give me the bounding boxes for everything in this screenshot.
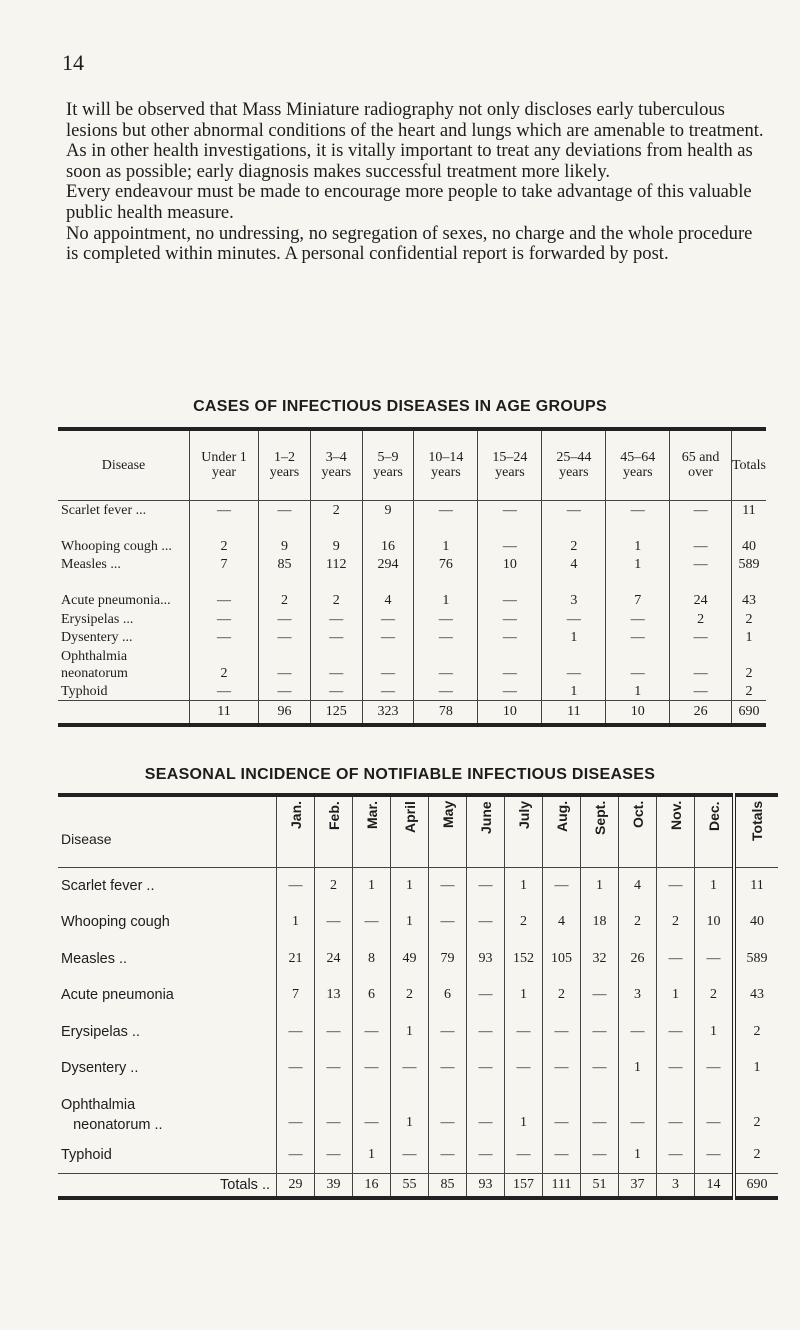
value-cell: — (310, 628, 362, 646)
value-cell: 1 (277, 904, 315, 941)
disease-cell: Typhoid (61, 684, 108, 700)
age-group-header: 1–2 years (259, 429, 311, 500)
disease-line: Ophthalmia (61, 1096, 136, 1113)
total-value-cell: 323 (362, 701, 414, 726)
total-value-cell: 3 (657, 1174, 695, 1199)
value-cell: — (657, 1014, 695, 1051)
value-cell: — (429, 1087, 467, 1137)
value-cell: — (606, 646, 670, 682)
value-cell: 13 (315, 977, 353, 1014)
age-table-body (58, 500, 766, 725)
value-cell: 2 (190, 519, 259, 555)
total-value-cell: 690 (731, 701, 766, 726)
disease-cell: Acute pneumonia (61, 987, 174, 1004)
table-row (58, 555, 766, 573)
value-cell: — (429, 904, 467, 941)
value-cell: — (467, 1014, 505, 1051)
value-cell: — (353, 1050, 391, 1087)
value-cell: — (310, 682, 362, 701)
value-cell: 79 (429, 941, 467, 978)
value-cell: 2 (695, 977, 735, 1014)
value-cell: 1 (391, 904, 429, 941)
month-label: Nov. (667, 800, 684, 831)
value-cell: — (467, 1137, 505, 1174)
value-cell: — (695, 1087, 735, 1137)
value-cell: — (581, 1014, 619, 1051)
disease-cell: Acute pneumonia... (61, 593, 171, 609)
disease-cell: Measles ... (61, 557, 121, 573)
value-cell: 8 (353, 941, 391, 978)
value-cell: — (657, 941, 695, 978)
value-cell: — (190, 609, 259, 627)
value-cell: — (478, 682, 542, 701)
total-value-cell: 93 (467, 1174, 505, 1199)
value-cell: 2 (310, 573, 362, 609)
value-cell: 18 (581, 904, 619, 941)
value-cell: — (670, 500, 732, 519)
value-cell: 1 (619, 1137, 657, 1174)
value-cell: — (657, 1050, 695, 1087)
month-label: Oct. (629, 800, 646, 828)
totals-label: Totals (749, 800, 765, 841)
value-cell: 1 (414, 573, 478, 609)
value-cell: — (478, 646, 542, 682)
month-label: June (477, 800, 494, 834)
value-cell: 16 (362, 519, 414, 555)
month-label: Feb. (325, 800, 342, 830)
page-number: 14 (62, 50, 84, 75)
value-cell: — (581, 977, 619, 1014)
value-cell: — (259, 628, 311, 646)
value-cell: — (190, 500, 259, 519)
value-cell: 10 (478, 555, 542, 573)
month-header (429, 795, 467, 867)
total-cell: 2 (731, 609, 766, 627)
value-cell: 1 (606, 519, 670, 555)
total-cell: 589 (734, 941, 778, 978)
total-value-cell: 14 (695, 1174, 735, 1199)
value-cell: 10 (695, 904, 735, 941)
value-cell: 1 (619, 1050, 657, 1087)
value-cell: — (429, 1050, 467, 1087)
value-cell: — (277, 1050, 315, 1087)
month-label: April (401, 800, 418, 833)
table-row (58, 1137, 778, 1174)
disease-cell: Scarlet fever .. (61, 877, 155, 894)
total-cell: 1 (734, 1050, 778, 1087)
value-cell: 4 (543, 904, 581, 941)
age-group-header: 25–44 years (542, 429, 606, 500)
value-cell: — (478, 573, 542, 609)
season-table-title: SEASONAL INCIDENCE OF NOTIFIABLE INFECTIOUS DISEASES (144, 766, 656, 783)
value-cell: 2 (619, 904, 657, 941)
disease-cell: Dysentery ... (61, 630, 133, 646)
value-cell: — (190, 682, 259, 701)
value-cell: — (190, 573, 259, 609)
value-cell: — (670, 555, 732, 573)
value-cell: 294 (362, 555, 414, 573)
table-row (58, 519, 766, 555)
value-cell: 32 (581, 941, 619, 978)
table-row (58, 628, 766, 646)
value-cell: — (467, 977, 505, 1014)
value-cell: — (277, 1137, 315, 1174)
table-row (58, 646, 766, 682)
age-group-header: 65 and over (670, 429, 732, 500)
value-cell: 1 (414, 519, 478, 555)
table-row (58, 941, 778, 978)
intro-paragraph: No appointment, no undressing, no segregation of sexes, no charge and the whole procedure is completed within minutes. A personal confidential report is forwarded by post. (66, 222, 753, 265)
value-cell: — (657, 1087, 695, 1137)
seasonal-table (58, 793, 778, 1200)
value-cell: 3 (542, 573, 606, 609)
value-cell: — (606, 609, 670, 627)
value-cell: 24 (670, 573, 732, 609)
value-cell: 2 (190, 646, 259, 682)
value-cell: 1 (542, 682, 606, 701)
table-row (58, 1087, 778, 1137)
month-header (353, 795, 391, 867)
table-row (58, 867, 778, 904)
disease-cell: Whooping cough ... (61, 538, 172, 554)
total-cell: 1 (731, 628, 766, 646)
value-cell: — (414, 628, 478, 646)
value-cell: 85 (259, 555, 311, 573)
value-cell: 3 (619, 977, 657, 1014)
totals-row (58, 701, 766, 726)
value-cell: 1 (391, 1087, 429, 1137)
month-header (581, 795, 619, 867)
season-table-body (58, 867, 778, 1198)
value-cell: — (414, 609, 478, 627)
totals-label-cell: Totals .. (58, 1174, 277, 1199)
total-value-cell: 157 (505, 1174, 543, 1199)
total-value-cell: 11 (190, 701, 259, 726)
value-cell: — (542, 609, 606, 627)
age-group-header: 15–24 years (478, 429, 542, 500)
value-cell: — (277, 867, 315, 904)
age-group-header: Totals (731, 429, 766, 500)
total-value-cell: 125 (310, 701, 362, 726)
value-cell: 93 (467, 941, 505, 978)
value-cell: 4 (542, 555, 606, 573)
month-header (391, 795, 429, 867)
value-cell: — (259, 609, 311, 627)
value-cell: — (310, 609, 362, 627)
value-cell: — (353, 904, 391, 941)
totals-row (58, 1174, 778, 1199)
month-header (505, 795, 543, 867)
total-value-cell: 29 (277, 1174, 315, 1199)
month-header (467, 795, 505, 867)
value-cell: — (695, 941, 735, 978)
total-value-cell: 85 (429, 1174, 467, 1199)
disease-header: Disease (58, 429, 190, 500)
total-value-cell: 10 (478, 701, 542, 726)
value-cell: 6 (353, 977, 391, 1014)
totals-label-cell (58, 701, 190, 726)
value-cell: 2 (315, 867, 353, 904)
total-value-cell: 111 (543, 1174, 581, 1199)
disease-cell: Measles .. (61, 950, 128, 967)
value-cell: — (277, 1087, 315, 1137)
disease-cell: Erysipelas ... (61, 611, 134, 627)
value-cell: — (467, 867, 505, 904)
table-row (58, 1014, 778, 1051)
value-cell: — (259, 646, 311, 682)
value-cell: — (259, 682, 311, 701)
value-cell: — (429, 867, 467, 904)
month-label: Dec. (705, 800, 722, 831)
value-cell: — (581, 1137, 619, 1174)
value-cell: 4 (619, 867, 657, 904)
total-cell: 2 (734, 1014, 778, 1051)
value-cell: — (467, 904, 505, 941)
total-cell: 2 (734, 1087, 778, 1137)
disease-cell (58, 1087, 277, 1137)
table-row (58, 500, 766, 519)
value-cell: — (414, 500, 478, 519)
value-cell: 1 (505, 1087, 543, 1137)
value-cell: 1 (542, 628, 606, 646)
month-header (619, 795, 657, 867)
value-cell: — (190, 628, 259, 646)
table-row (58, 977, 778, 1014)
total-value-cell: 10 (606, 701, 670, 726)
age-group-header: 3–4 years (310, 429, 362, 500)
value-cell: — (542, 500, 606, 519)
value-cell: — (315, 904, 353, 941)
value-cell: — (695, 1050, 735, 1087)
value-cell: — (606, 628, 670, 646)
total-cell: 43 (731, 573, 766, 609)
total-value-cell: 26 (670, 701, 732, 726)
value-cell: — (505, 1137, 543, 1174)
value-cell: 1 (391, 1014, 429, 1051)
disease-cell: Typhoid (61, 1146, 112, 1163)
month-header (543, 795, 581, 867)
value-cell: — (657, 867, 695, 904)
value-cell: — (478, 500, 542, 519)
value-cell: — (391, 1137, 429, 1174)
disease-cell: Dysentery .. (61, 1060, 139, 1077)
age-group-header: 10–14 years (414, 429, 478, 500)
value-cell: 2 (505, 904, 543, 941)
value-cell: 1 (695, 867, 735, 904)
total-value-cell: 11 (542, 701, 606, 726)
month-header (695, 795, 735, 867)
value-cell: 76 (414, 555, 478, 573)
disease-line: neonatorum .. (61, 1116, 163, 1133)
value-cell: — (543, 1137, 581, 1174)
value-cell: — (543, 867, 581, 904)
total-value-cell: 51 (581, 1174, 619, 1199)
value-cell: — (429, 1137, 467, 1174)
month-label: May (439, 800, 456, 828)
value-cell: — (478, 609, 542, 627)
value-cell: — (414, 646, 478, 682)
value-cell: — (542, 646, 606, 682)
value-cell: — (606, 500, 670, 519)
value-cell: — (391, 1050, 429, 1087)
value-cell: — (619, 1014, 657, 1051)
total-cell: 11 (734, 867, 778, 904)
intro-text (66, 100, 766, 265)
value-cell: 49 (391, 941, 429, 978)
value-cell: — (695, 1137, 735, 1174)
value-cell: — (414, 682, 478, 701)
age-table-header-row (58, 429, 766, 500)
value-cell: — (619, 1087, 657, 1137)
value-cell: — (259, 500, 311, 519)
total-cell: 2 (734, 1137, 778, 1174)
value-cell: — (543, 1050, 581, 1087)
intro-paragraph: Every endeavour must be made to encourage more people to take advantage of this valuable public health measure. (66, 181, 752, 223)
total-value-cell: 78 (414, 701, 478, 726)
month-label: Jan. (287, 800, 304, 829)
value-cell: 9 (259, 519, 311, 555)
value-cell: — (362, 646, 414, 682)
value-cell: 6 (429, 977, 467, 1014)
value-cell: — (315, 1137, 353, 1174)
value-cell: 1 (657, 977, 695, 1014)
value-cell: — (315, 1014, 353, 1051)
value-cell: — (478, 628, 542, 646)
value-cell: 2 (259, 573, 311, 609)
value-cell: 4 (362, 573, 414, 609)
value-cell: — (277, 1014, 315, 1051)
table-row (58, 573, 766, 609)
intro-paragraph: As in other health investigations, it is vitally important to treat any deviations from health as soon as possible; early diagnosis makes successful treatment more likely. (66, 140, 753, 182)
value-cell: 7 (606, 573, 670, 609)
age-table-title: CASES OF INFECTIOUS DISEASES IN AGE GROUPS (193, 398, 607, 415)
value-cell: 1 (606, 555, 670, 573)
value-cell: — (670, 519, 732, 555)
value-cell: — (505, 1050, 543, 1087)
value-cell: — (543, 1087, 581, 1137)
total-value-cell: 39 (315, 1174, 353, 1199)
value-cell: 7 (190, 555, 259, 573)
month-header (315, 795, 353, 867)
age-groups-table (58, 427, 766, 727)
month-header (277, 795, 315, 867)
total-cell: 11 (731, 500, 766, 519)
value-cell: 1 (606, 682, 670, 701)
total-cell: 2 (731, 682, 766, 701)
total-cell: 43 (734, 977, 778, 1014)
total-value-cell: 55 (391, 1174, 429, 1199)
value-cell: — (353, 1087, 391, 1137)
value-cell: — (315, 1087, 353, 1137)
table-row (58, 682, 766, 701)
total-value-cell: 37 (619, 1174, 657, 1199)
value-cell: — (467, 1050, 505, 1087)
value-cell: — (670, 682, 732, 701)
value-cell: — (581, 1050, 619, 1087)
total-cell: 589 (731, 555, 766, 573)
totals-header (734, 795, 778, 867)
value-cell: — (353, 1014, 391, 1051)
value-cell: 2 (391, 977, 429, 1014)
value-cell: 1 (353, 1137, 391, 1174)
month-label: Mar. (363, 800, 380, 829)
total-cell: 2 (731, 646, 766, 682)
value-cell: — (670, 646, 732, 682)
value-cell: 26 (619, 941, 657, 978)
month-header (657, 795, 695, 867)
value-cell: 2 (310, 500, 362, 519)
month-label: Aug. (553, 800, 570, 832)
value-cell: 105 (543, 941, 581, 978)
table-row (58, 609, 766, 627)
disease-cell: Erysipelas .. (61, 1023, 140, 1040)
value-cell: 7 (277, 977, 315, 1014)
value-cell: — (362, 628, 414, 646)
disease-cell: Ophthalmia neonatorum (61, 649, 128, 682)
value-cell: — (505, 1014, 543, 1051)
value-cell: 9 (362, 500, 414, 519)
value-cell: — (362, 682, 414, 701)
month-label: Sept. (591, 800, 608, 835)
age-group-header: 45–64 years (606, 429, 670, 500)
value-cell: — (310, 646, 362, 682)
value-cell: — (657, 1137, 695, 1174)
value-cell: — (429, 1014, 467, 1051)
value-cell: 1 (695, 1014, 735, 1051)
value-cell: 152 (505, 941, 543, 978)
value-cell: 1 (581, 867, 619, 904)
disease-cell: Scarlet fever ... (61, 502, 147, 518)
value-cell: 9 (310, 519, 362, 555)
table-row (58, 1050, 778, 1087)
value-cell: 2 (542, 519, 606, 555)
value-cell: 24 (315, 941, 353, 978)
value-cell: — (315, 1050, 353, 1087)
disease-header: Disease (58, 795, 277, 867)
season-table-header-row (58, 795, 778, 867)
value-cell: — (670, 628, 732, 646)
value-cell: — (478, 519, 542, 555)
value-cell: 1 (391, 867, 429, 904)
total-cell: 40 (731, 519, 766, 555)
value-cell: 2 (657, 904, 695, 941)
value-cell: — (467, 1087, 505, 1137)
age-group-header: 5–9 years (362, 429, 414, 500)
intro-paragraph: It will be observed that Mass Miniature radiography not only discloses early tuberculous lesions but other abnormal conditions of the heart and lungs which are amenable to treatment. (66, 99, 764, 141)
table-row (58, 904, 778, 941)
total-value-cell: 16 (353, 1174, 391, 1199)
month-label: July (515, 800, 532, 829)
value-cell: 2 (543, 977, 581, 1014)
total-value-cell: 96 (259, 701, 311, 726)
value-cell: 1 (505, 977, 543, 1014)
age-group-header: Under 1 year (190, 429, 259, 500)
disease-cell: Whooping cough (61, 914, 170, 931)
value-cell: 21 (277, 941, 315, 978)
value-cell: 2 (670, 609, 732, 627)
total-cell: 40 (734, 904, 778, 941)
value-cell: 1 (505, 867, 543, 904)
value-cell: 112 (310, 555, 362, 573)
grand-total-cell: 690 (734, 1174, 778, 1199)
value-cell: — (362, 609, 414, 627)
value-cell: — (543, 1014, 581, 1051)
value-cell: 1 (353, 867, 391, 904)
value-cell: — (581, 1087, 619, 1137)
